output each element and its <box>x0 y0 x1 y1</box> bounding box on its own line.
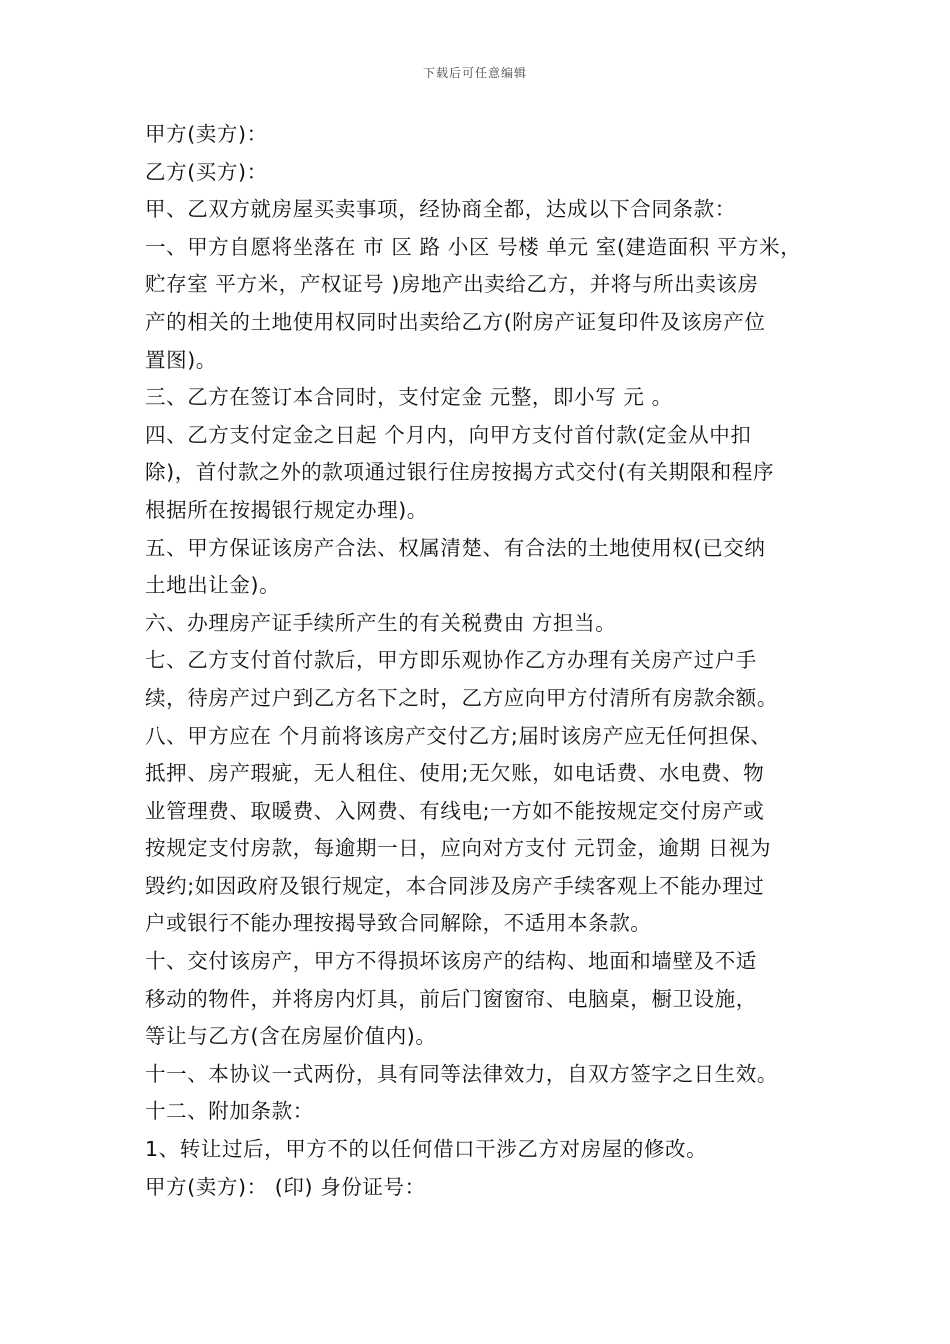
contract-line: 七、乙方支付首付款后，甲方即乐观协作乙方办理有关房产过户手 <box>145 648 757 673</box>
contract-line: 1、转让过后，甲方不的以任何借口干涉乙方对房屋的修改。 <box>145 1137 708 1162</box>
contract-line: 四、乙方支付定金之日起 个月内，向甲方支付首付款(定金从中扣 <box>145 422 752 447</box>
contract-line: 产的相关的土地使用权同时出卖给乙方(附房产证复印件及该房产位 <box>145 309 766 334</box>
contract-line: 毁约;如因政府及银行规定，本合同涉及房产手续客观上不能办理过 <box>145 873 765 898</box>
contract-line: 乙方(买方)： <box>145 159 268 184</box>
contract-line: 六、办理房产证手续所产生的有关税费由 方担当。 <box>145 610 617 635</box>
contract-line: 十二、附加条款： <box>145 1099 314 1124</box>
contract-line: 八、甲方应在 个月前将该房产交付乙方;届时该房产应无任何担保、 <box>145 723 772 748</box>
contract-line: 土地出让金)。 <box>145 573 281 598</box>
contract-line: 五、甲方保证该房产合法、权属清楚、有合法的土地使用权(已交纳 <box>145 535 766 560</box>
contract-line: 贮存室 平方米，产权证号 )房地产出卖给乙方，并将与所出卖该房 <box>145 272 759 297</box>
contract-line: 十一、本协议一式两份，具有同等法律效力，自双方签字之日生效。 <box>145 1061 778 1086</box>
contract-line: 一、甲方自愿将坐落在 市 区 路 小区 号楼 单元 室(建造面积 平方米， <box>145 234 802 259</box>
signature-line: 甲方(卖方)： (印) 身份证号： <box>145 1174 426 1199</box>
contract-line: 续，待房产过户到乙方名下之时，乙方应向甲方付清所有房款余额。 <box>145 685 778 710</box>
contract-line: 户或银行不能办理按揭导致合同解除，不适用本条款。 <box>145 911 652 936</box>
contract-line: 根据所在按揭银行规定办理)。 <box>145 497 428 522</box>
contract-line: 甲、乙双方就房屋买卖事项，经协商全都，达成以下合同条款： <box>145 197 736 222</box>
contract-body <box>145 116 817 1206</box>
contract-line: 十、交付该房产，甲方不得损坏该房产的结构、地面和墙壁及不适 <box>145 949 757 974</box>
contract-line: 除)，首付款之外的款项通过银行住房按揭方式交付(有关期限和程序 <box>145 460 775 485</box>
contract-line: 按规定支付房款，每逾期一日，应向对方支付 元罚金，逾期 日视为 <box>145 836 772 861</box>
contract-line: 等让与乙方(含在房屋价值内)。 <box>145 1024 437 1049</box>
contract-line: 业管理费、取暖费、入网费、有线电;一方如不能按规定交付房产或 <box>145 798 765 823</box>
contract-line: 置图)。 <box>145 347 217 372</box>
contract-line: 移动的物件，并将房内灯具，前后门窗窗帘、电脑桌，橱卫设施， <box>145 986 757 1011</box>
header-note: 下载后可任意编辑 <box>422 66 527 80</box>
contract-line: 甲方(卖方)： <box>145 122 268 146</box>
contract-line: 三、乙方在签订本合同时，支付定金 元整，即小写 元 。 <box>145 385 673 410</box>
contract-line: 抵押、房产瑕疵，无人租住、使用;无欠账，如电话费、水电费、物 <box>145 761 765 786</box>
